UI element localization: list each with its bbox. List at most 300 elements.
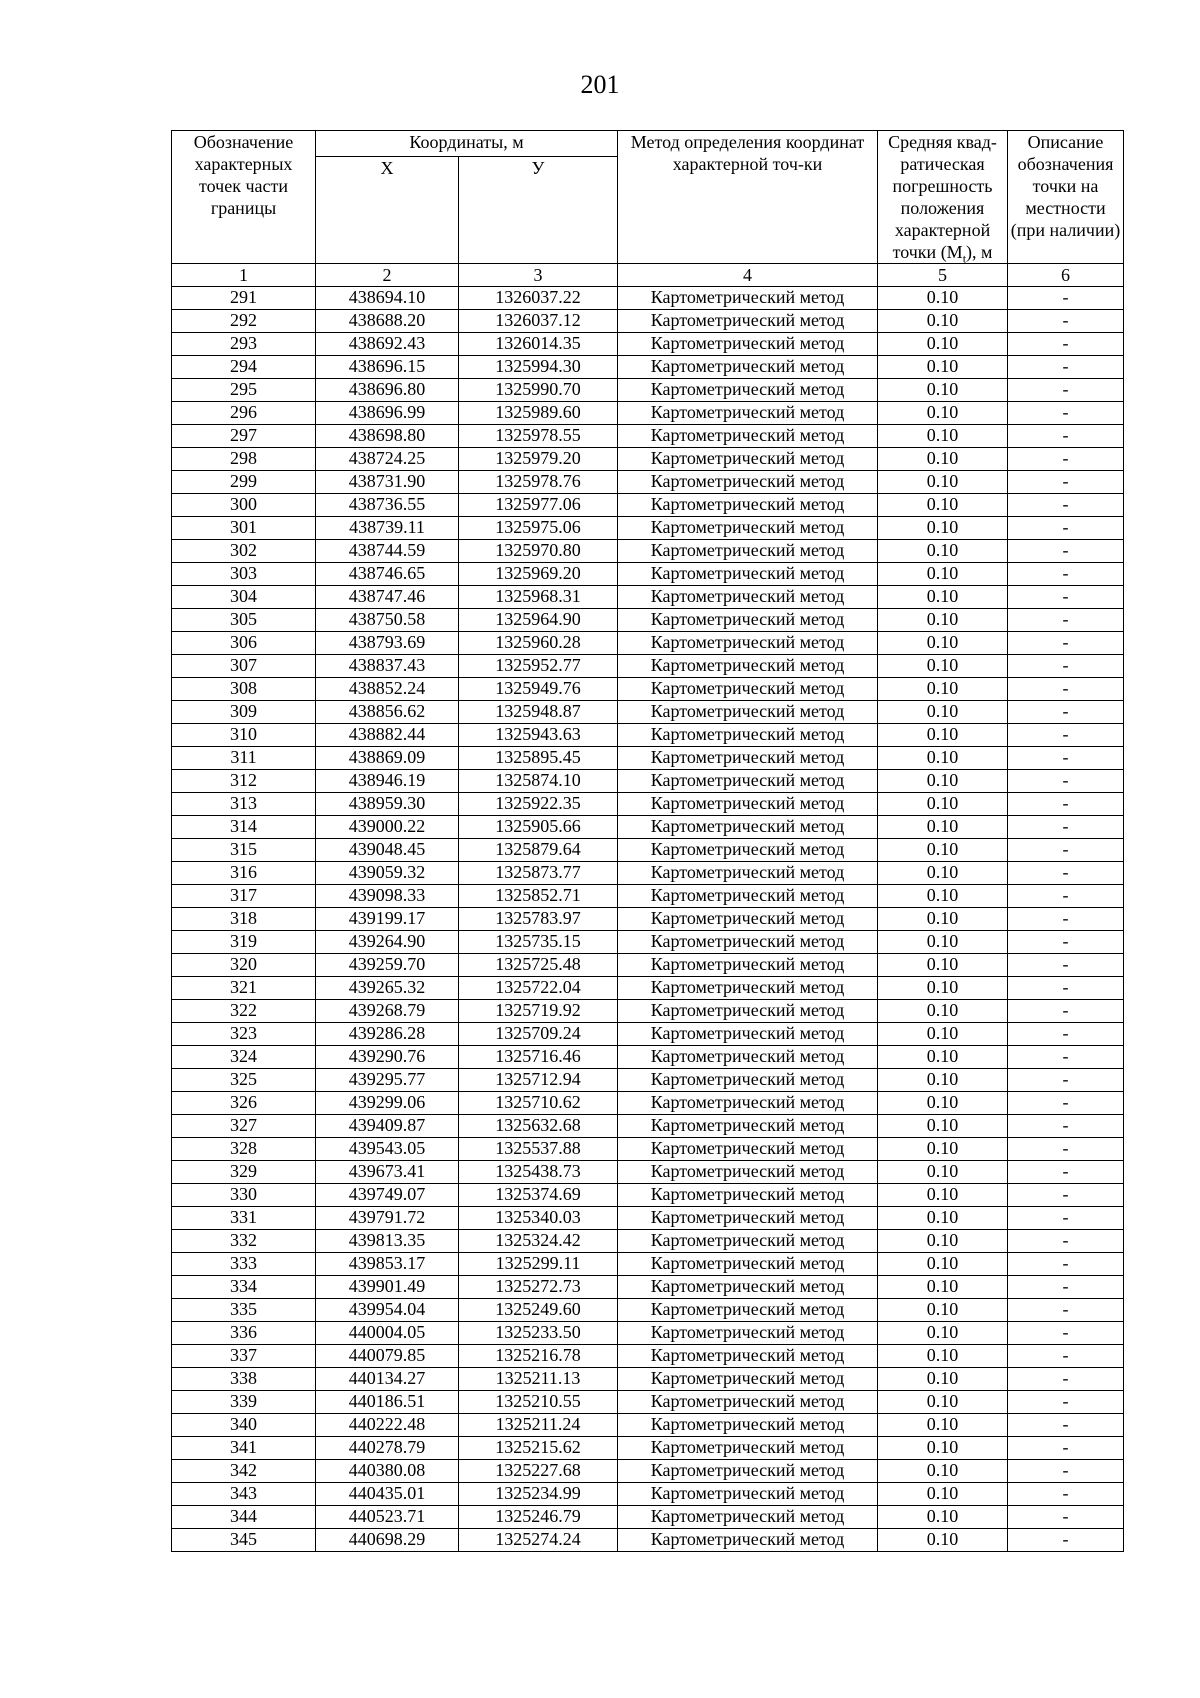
- table-row: [172, 471, 1124, 494]
- description-cell: -: [1008, 517, 1124, 540]
- method-cell: Картометрический метод: [618, 402, 878, 425]
- table-row: [172, 310, 1124, 333]
- error-cell: 0.10: [878, 701, 1008, 724]
- point-number-cell: 298: [172, 448, 316, 471]
- table-row: [172, 954, 1124, 977]
- table-row: [172, 678, 1124, 701]
- point-number-cell: 301: [172, 517, 316, 540]
- description-cell: -: [1008, 908, 1124, 931]
- method-cell: Картометрический метод: [618, 356, 878, 379]
- point-number-cell: 294: [172, 356, 316, 379]
- method-cell: Картометрический метод: [618, 563, 878, 586]
- x-coordinate-cell: 438946.19: [316, 770, 459, 793]
- point-number-cell: 303: [172, 563, 316, 586]
- x-coordinate-cell: 439954.04: [316, 1299, 459, 1322]
- error-cell: 0.10: [878, 1184, 1008, 1207]
- point-number-cell: 334: [172, 1276, 316, 1299]
- point-number-cell: 317: [172, 885, 316, 908]
- error-cell: 0.10: [878, 655, 1008, 678]
- y-coordinate-cell: 1325216.78: [459, 1345, 618, 1368]
- table-row: [172, 1483, 1124, 1506]
- description-cell: -: [1008, 1368, 1124, 1391]
- method-cell: Картометрический метод: [618, 931, 878, 954]
- error-cell: 0.10: [878, 1437, 1008, 1460]
- y-coordinate-cell: 1325975.06: [459, 517, 618, 540]
- error-cell: 0.10: [878, 678, 1008, 701]
- description-cell: -: [1008, 632, 1124, 655]
- description-cell: -: [1008, 1184, 1124, 1207]
- error-cell: 0.10: [878, 1345, 1008, 1368]
- method-cell: Картометрический метод: [618, 1276, 878, 1299]
- table-row: [172, 977, 1124, 1000]
- y-coordinate-cell: 1325719.92: [459, 1000, 618, 1023]
- error-cell: 0.10: [878, 1023, 1008, 1046]
- description-cell: -: [1008, 471, 1124, 494]
- header-error-tail: ), м: [966, 242, 993, 262]
- description-cell: -: [1008, 885, 1124, 908]
- x-coordinate-cell: 440698.29: [316, 1529, 459, 1552]
- point-number-cell: 296: [172, 402, 316, 425]
- error-cell: 0.10: [878, 1253, 1008, 1276]
- point-number-cell: 295: [172, 379, 316, 402]
- table-row: [172, 1276, 1124, 1299]
- table-row: [172, 356, 1124, 379]
- description-cell: -: [1008, 1437, 1124, 1460]
- y-coordinate-cell: 1325299.11: [459, 1253, 618, 1276]
- point-number-cell: 313: [172, 793, 316, 816]
- table-row: [172, 540, 1124, 563]
- method-cell: Картометрический метод: [618, 1483, 878, 1506]
- x-coordinate-cell: 438744.59: [316, 540, 459, 563]
- y-coordinate-cell: 1325227.68: [459, 1460, 618, 1483]
- table-row: [172, 1391, 1124, 1414]
- y-coordinate-cell: 1325249.60: [459, 1299, 618, 1322]
- y-coordinate-cell: 1325905.66: [459, 816, 618, 839]
- column-number-row: [172, 264, 1124, 287]
- x-coordinate-cell: 439286.28: [316, 1023, 459, 1046]
- point-number-cell: 332: [172, 1230, 316, 1253]
- page-number: 201: [580, 70, 620, 99]
- table-row: [172, 494, 1124, 517]
- x-coordinate-cell: 438959.30: [316, 793, 459, 816]
- method-cell: Картометрический метод: [618, 1299, 878, 1322]
- x-coordinate-cell: 438837.43: [316, 655, 459, 678]
- method-cell: Картометрический метод: [618, 1368, 878, 1391]
- table-row: [172, 701, 1124, 724]
- table-row: [172, 425, 1124, 448]
- column-number: 3: [459, 264, 618, 287]
- table-row: [172, 1092, 1124, 1115]
- y-coordinate-cell: 1325735.15: [459, 931, 618, 954]
- error-cell: 0.10: [878, 977, 1008, 1000]
- y-coordinate-cell: 1325970.80: [459, 540, 618, 563]
- y-coordinate-cell: 1325952.77: [459, 655, 618, 678]
- y-coordinate-cell: 1325210.55: [459, 1391, 618, 1414]
- method-cell: Картометрический метод: [618, 310, 878, 333]
- error-cell: 0.10: [878, 1161, 1008, 1184]
- table-row: [172, 1069, 1124, 1092]
- x-coordinate-cell: 440278.79: [316, 1437, 459, 1460]
- description-cell: -: [1008, 1529, 1124, 1552]
- description-cell: -: [1008, 1092, 1124, 1115]
- description-cell: -: [1008, 402, 1124, 425]
- method-cell: Картометрический метод: [618, 1115, 878, 1138]
- table-row: [172, 402, 1124, 425]
- y-coordinate-cell: 1325725.48: [459, 954, 618, 977]
- point-number-cell: 335: [172, 1299, 316, 1322]
- point-number-cell: 319: [172, 931, 316, 954]
- x-coordinate-cell: 439265.32: [316, 977, 459, 1000]
- point-number-cell: 305: [172, 609, 316, 632]
- header-point-designation: Обозначение характерных точек части границы: [172, 131, 316, 264]
- y-coordinate-cell: 1325979.20: [459, 448, 618, 471]
- x-coordinate-cell: 439901.49: [316, 1276, 459, 1299]
- description-cell: -: [1008, 1483, 1124, 1506]
- x-coordinate-cell: 439059.32: [316, 862, 459, 885]
- y-coordinate-cell: 1325324.42: [459, 1230, 618, 1253]
- description-cell: -: [1008, 563, 1124, 586]
- x-coordinate-cell: 438688.20: [316, 310, 459, 333]
- column-number: 5: [878, 264, 1008, 287]
- error-cell: 0.10: [878, 1207, 1008, 1230]
- x-coordinate-cell: 438746.65: [316, 563, 459, 586]
- method-cell: Картометрический метод: [618, 678, 878, 701]
- method-cell: Картометрический метод: [618, 1529, 878, 1552]
- y-coordinate-cell: 1325272.73: [459, 1276, 618, 1299]
- error-cell: 0.10: [878, 287, 1008, 310]
- point-number-cell: 329: [172, 1161, 316, 1184]
- description-cell: -: [1008, 747, 1124, 770]
- table-row: [172, 517, 1124, 540]
- x-coordinate-cell: 439409.87: [316, 1115, 459, 1138]
- error-cell: 0.10: [878, 540, 1008, 563]
- method-cell: Картометрический метод: [618, 770, 878, 793]
- method-cell: Картометрический метод: [618, 1345, 878, 1368]
- description-cell: -: [1008, 839, 1124, 862]
- description-cell: -: [1008, 862, 1124, 885]
- description-cell: -: [1008, 1345, 1124, 1368]
- method-cell: Картометрический метод: [618, 1046, 878, 1069]
- error-cell: 0.10: [878, 333, 1008, 356]
- y-coordinate-cell: 1325233.50: [459, 1322, 618, 1345]
- table-row: [172, 1368, 1124, 1391]
- point-number-cell: 330: [172, 1184, 316, 1207]
- y-coordinate-cell: 1325712.94: [459, 1069, 618, 1092]
- method-cell: Картометрический метод: [618, 701, 878, 724]
- table-row: [172, 287, 1124, 310]
- y-coordinate-cell: 1325710.62: [459, 1092, 618, 1115]
- y-coordinate-cell: 1325716.46: [459, 1046, 618, 1069]
- error-cell: 0.10: [878, 425, 1008, 448]
- method-cell: Картометрический метод: [618, 862, 878, 885]
- column-number: 6: [1008, 264, 1124, 287]
- x-coordinate-cell: 440380.08: [316, 1460, 459, 1483]
- x-coordinate-cell: 438736.55: [316, 494, 459, 517]
- error-cell: 0.10: [878, 1506, 1008, 1529]
- error-cell: 0.10: [878, 1276, 1008, 1299]
- error-cell: 0.10: [878, 770, 1008, 793]
- x-coordinate-cell: 439048.45: [316, 839, 459, 862]
- point-number-cell: 308: [172, 678, 316, 701]
- point-number-cell: 306: [172, 632, 316, 655]
- description-cell: -: [1008, 1276, 1124, 1299]
- method-cell: Картометрический метод: [618, 885, 878, 908]
- y-coordinate-cell: 1325990.70: [459, 379, 618, 402]
- description-cell: -: [1008, 287, 1124, 310]
- method-cell: Картометрический метод: [618, 1069, 878, 1092]
- y-coordinate-cell: 1325964.90: [459, 609, 618, 632]
- y-coordinate-cell: 1325246.79: [459, 1506, 618, 1529]
- method-cell: Картометрический метод: [618, 448, 878, 471]
- x-coordinate-cell: 439259.70: [316, 954, 459, 977]
- point-number-cell: 326: [172, 1092, 316, 1115]
- point-number-cell: 312: [172, 770, 316, 793]
- table-row: [172, 632, 1124, 655]
- method-cell: Картометрический метод: [618, 287, 878, 310]
- x-coordinate-cell: 439299.06: [316, 1092, 459, 1115]
- description-cell: -: [1008, 1414, 1124, 1437]
- y-coordinate-cell: 1325943.63: [459, 724, 618, 747]
- method-cell: Картометрический метод: [618, 471, 878, 494]
- error-cell: 0.10: [878, 1483, 1008, 1506]
- error-cell: 0.10: [878, 609, 1008, 632]
- y-coordinate-cell: 1325274.24: [459, 1529, 618, 1552]
- y-coordinate-cell: 1325215.62: [459, 1437, 618, 1460]
- point-number-cell: 293: [172, 333, 316, 356]
- description-cell: -: [1008, 770, 1124, 793]
- error-cell: 0.10: [878, 402, 1008, 425]
- x-coordinate-cell: 440134.27: [316, 1368, 459, 1391]
- description-cell: -: [1008, 1069, 1124, 1092]
- point-number-cell: 300: [172, 494, 316, 517]
- error-cell: 0.10: [878, 563, 1008, 586]
- x-coordinate-cell: 438869.09: [316, 747, 459, 770]
- table-row: [172, 1529, 1124, 1552]
- x-coordinate-cell: 439791.72: [316, 1207, 459, 1230]
- method-cell: Картометрический метод: [618, 839, 878, 862]
- x-coordinate-cell: 439000.22: [316, 816, 459, 839]
- method-cell: Картометрический метод: [618, 517, 878, 540]
- x-coordinate-cell: 438698.80: [316, 425, 459, 448]
- error-cell: 0.10: [878, 471, 1008, 494]
- error-cell: 0.10: [878, 356, 1008, 379]
- method-cell: Картометрический метод: [618, 1460, 878, 1483]
- y-coordinate-cell: 1325960.28: [459, 632, 618, 655]
- y-coordinate-cell: 1325989.60: [459, 402, 618, 425]
- point-number-cell: 314: [172, 816, 316, 839]
- x-coordinate-cell: 440079.85: [316, 1345, 459, 1368]
- x-coordinate-cell: 439853.17: [316, 1253, 459, 1276]
- description-cell: -: [1008, 1391, 1124, 1414]
- point-number-cell: 345: [172, 1529, 316, 1552]
- table-row: [172, 1023, 1124, 1046]
- x-coordinate-cell: 439813.35: [316, 1230, 459, 1253]
- header-coordinates-group: Координаты, м: [316, 131, 618, 157]
- point-number-cell: 297: [172, 425, 316, 448]
- table-row: [172, 1414, 1124, 1437]
- column-number: 1: [172, 264, 316, 287]
- point-number-cell: 316: [172, 862, 316, 885]
- x-coordinate-cell: 440523.71: [316, 1506, 459, 1529]
- point-number-cell: 344: [172, 1506, 316, 1529]
- y-coordinate-cell: 1325722.04: [459, 977, 618, 1000]
- description-cell: -: [1008, 1046, 1124, 1069]
- y-coordinate-cell: 1325438.73: [459, 1161, 618, 1184]
- y-coordinate-cell: 1325783.97: [459, 908, 618, 931]
- method-cell: Картометрический метод: [618, 1253, 878, 1276]
- point-number-cell: 304: [172, 586, 316, 609]
- method-cell: Картометрический метод: [618, 724, 878, 747]
- method-cell: Картометрический метод: [618, 1023, 878, 1046]
- point-number-cell: 322: [172, 1000, 316, 1023]
- point-number-cell: 336: [172, 1322, 316, 1345]
- error-cell: 0.10: [878, 1069, 1008, 1092]
- y-coordinate-cell: 1326014.35: [459, 333, 618, 356]
- column-number: 4: [618, 264, 878, 287]
- y-coordinate-cell: 1325994.30: [459, 356, 618, 379]
- point-number-cell: 333: [172, 1253, 316, 1276]
- point-number-cell: 323: [172, 1023, 316, 1046]
- point-number-cell: 291: [172, 287, 316, 310]
- table-row: [172, 379, 1124, 402]
- y-coordinate-cell: 1325922.35: [459, 793, 618, 816]
- table-row: [172, 1299, 1124, 1322]
- description-cell: -: [1008, 448, 1124, 471]
- method-cell: Картометрический метод: [618, 747, 878, 770]
- x-coordinate-cell: 438696.99: [316, 402, 459, 425]
- x-coordinate-cell: 439295.77: [316, 1069, 459, 1092]
- point-number-cell: 321: [172, 977, 316, 1000]
- method-cell: Картометрический метод: [618, 1230, 878, 1253]
- point-number-cell: 340: [172, 1414, 316, 1437]
- method-cell: Картометрический метод: [618, 1506, 878, 1529]
- x-coordinate-cell: 440004.05: [316, 1322, 459, 1345]
- y-coordinate-cell: 1325895.45: [459, 747, 618, 770]
- table-row: [172, 793, 1124, 816]
- table-row: [172, 770, 1124, 793]
- table-row: [172, 448, 1124, 471]
- table-row: [172, 1322, 1124, 1345]
- description-cell: -: [1008, 1460, 1124, 1483]
- method-cell: Картометрический метод: [618, 609, 878, 632]
- method-cell: Картометрический метод: [618, 379, 878, 402]
- error-cell: 0.10: [878, 816, 1008, 839]
- x-coordinate-cell: 439199.17: [316, 908, 459, 931]
- table-row: [172, 563, 1124, 586]
- table-row: [172, 908, 1124, 931]
- point-number-cell: 338: [172, 1368, 316, 1391]
- method-cell: Картометрический метод: [618, 655, 878, 678]
- table-row: [172, 1460, 1124, 1483]
- point-number-cell: 328: [172, 1138, 316, 1161]
- error-cell: 0.10: [878, 931, 1008, 954]
- description-cell: -: [1008, 1115, 1124, 1138]
- description-cell: -: [1008, 1230, 1124, 1253]
- x-coordinate-cell: 438852.24: [316, 678, 459, 701]
- method-cell: Картометрический метод: [618, 1322, 878, 1345]
- error-cell: 0.10: [878, 632, 1008, 655]
- description-cell: -: [1008, 494, 1124, 517]
- description-cell: -: [1008, 701, 1124, 724]
- table-row: [172, 655, 1124, 678]
- point-number-cell: 299: [172, 471, 316, 494]
- point-number-cell: 325: [172, 1069, 316, 1092]
- description-cell: -: [1008, 931, 1124, 954]
- error-cell: 0.10: [878, 1115, 1008, 1138]
- y-coordinate-cell: 1325949.76: [459, 678, 618, 701]
- method-cell: Картометрический метод: [618, 425, 878, 448]
- description-cell: -: [1008, 333, 1124, 356]
- error-cell: 0.10: [878, 862, 1008, 885]
- y-coordinate-cell: 1326037.12: [459, 310, 618, 333]
- error-cell: 0.10: [878, 793, 1008, 816]
- coordinates-table: [171, 130, 1124, 1552]
- header-x: X: [316, 157, 459, 264]
- method-cell: Картометрический метод: [618, 954, 878, 977]
- table-row: [172, 885, 1124, 908]
- x-coordinate-cell: 438750.58: [316, 609, 459, 632]
- x-coordinate-cell: 438739.11: [316, 517, 459, 540]
- y-coordinate-cell: 1325968.31: [459, 586, 618, 609]
- method-cell: Картометрический метод: [618, 1161, 878, 1184]
- point-number-cell: 339: [172, 1391, 316, 1414]
- y-coordinate-cell: 1325211.24: [459, 1414, 618, 1437]
- error-cell: 0.10: [878, 310, 1008, 333]
- table-body: [172, 287, 1124, 1552]
- method-cell: Картометрический метод: [618, 1092, 878, 1115]
- method-cell: Картометрический метод: [618, 540, 878, 563]
- table-row: [172, 724, 1124, 747]
- error-cell: 0.10: [878, 494, 1008, 517]
- error-cell: 0.10: [878, 448, 1008, 471]
- header-error: [878, 131, 1008, 264]
- table-row: [172, 862, 1124, 885]
- method-cell: Картометрический метод: [618, 632, 878, 655]
- y-coordinate-cell: 1325873.77: [459, 862, 618, 885]
- y-coordinate-cell: 1326037.22: [459, 287, 618, 310]
- description-cell: -: [1008, 1161, 1124, 1184]
- point-number-cell: 302: [172, 540, 316, 563]
- header-y: У: [459, 157, 618, 264]
- y-coordinate-cell: 1325340.03: [459, 1207, 618, 1230]
- description-cell: -: [1008, 1322, 1124, 1345]
- error-cell: 0.10: [878, 908, 1008, 931]
- table-row: [172, 1437, 1124, 1460]
- description-cell: -: [1008, 540, 1124, 563]
- table-row: [172, 1230, 1124, 1253]
- error-cell: 0.10: [878, 1391, 1008, 1414]
- x-coordinate-cell: 438724.25: [316, 448, 459, 471]
- x-coordinate-cell: 438694.10: [316, 287, 459, 310]
- column-number: 2: [316, 264, 459, 287]
- y-coordinate-cell: 1325632.68: [459, 1115, 618, 1138]
- method-cell: Картометрический метод: [618, 1000, 878, 1023]
- table-row: [172, 931, 1124, 954]
- error-cell: 0.10: [878, 1138, 1008, 1161]
- table-row: [172, 1506, 1124, 1529]
- table-row: [172, 1000, 1124, 1023]
- y-coordinate-cell: 1325852.71: [459, 885, 618, 908]
- table-row: [172, 1345, 1124, 1368]
- y-coordinate-cell: 1325879.64: [459, 839, 618, 862]
- table-row: [172, 747, 1124, 770]
- error-cell: 0.10: [878, 1046, 1008, 1069]
- error-cell: 0.10: [878, 1230, 1008, 1253]
- x-coordinate-cell: 438882.44: [316, 724, 459, 747]
- method-cell: Картометрический метод: [618, 494, 878, 517]
- y-coordinate-cell: 1325977.06: [459, 494, 618, 517]
- header-method: Метод определения координат характерной точ-ки: [618, 131, 878, 264]
